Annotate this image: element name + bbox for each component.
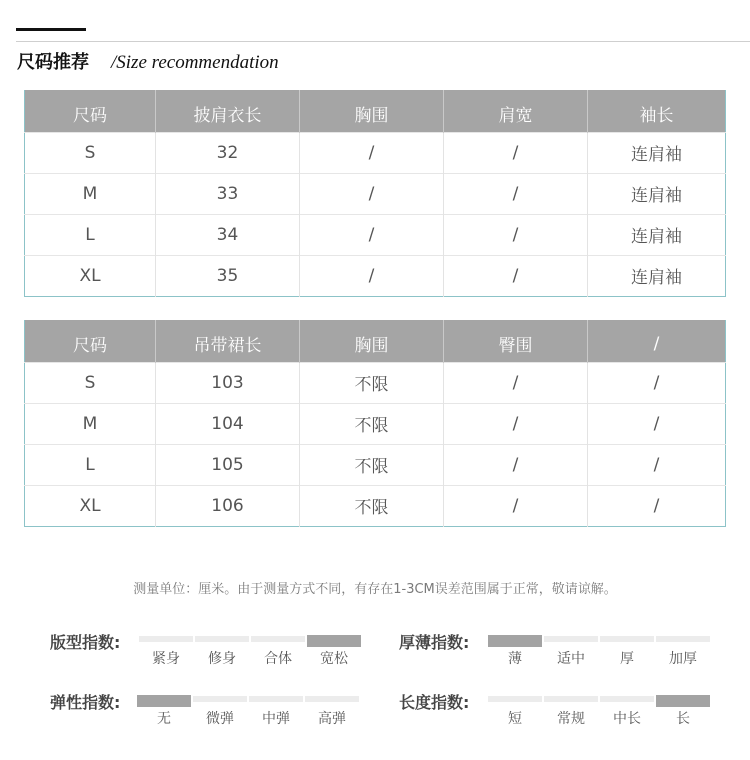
thickness-scale-option: 适中 (557, 651, 585, 667)
table-row (25, 444, 726, 485)
length-scale-segment (600, 696, 654, 702)
elasticity-scale-segment (305, 696, 359, 702)
table-cell: 33 (156, 173, 300, 214)
table-cell: 104 (156, 403, 300, 444)
table-cell: / (300, 255, 444, 296)
table-cell: / (444, 173, 588, 214)
size-table-top (24, 90, 726, 297)
table-cell: S (25, 132, 156, 173)
table-row (25, 362, 726, 403)
thickness-scale-segment (544, 636, 598, 642)
table-cell: 不限 (300, 403, 444, 444)
fit-scale-option: 宽松 (320, 651, 348, 667)
table-row (25, 173, 726, 214)
table-cell: / (444, 255, 588, 296)
length-scale-segment (544, 696, 598, 702)
table-cell: 32 (156, 132, 300, 173)
fit-scale-segment (139, 636, 193, 642)
length-scale-option: 短 (508, 711, 522, 727)
elasticity-scale-option: 无 (157, 711, 171, 727)
column-header: 披肩衣长 (156, 90, 300, 132)
elasticity-index-label: 弹性指数: (50, 693, 121, 712)
table-cell: / (300, 214, 444, 255)
table-row (25, 485, 726, 526)
thickness-scale-segment (656, 636, 710, 642)
fit-scale-segment (251, 636, 305, 642)
length-scale-segment (656, 695, 710, 707)
table-cell: / (444, 403, 588, 444)
table-cell: / (444, 362, 588, 403)
measurement-note: 测量单位：厘米。由于测量方式不同，有存在1-3CM误差范围属于正常，敬请谅解。 (133, 582, 617, 597)
column-header: 袖长 (588, 90, 726, 132)
column-header: 臀围 (444, 320, 588, 362)
column-header: 吊带裙长 (156, 320, 300, 362)
section-heading (17, 48, 279, 74)
table-cell: L (25, 444, 156, 485)
thickness-scale-segment (488, 635, 542, 647)
table-row (25, 255, 726, 296)
table-cell: 34 (156, 214, 300, 255)
thickness-index-label: 厚薄指数: (399, 633, 470, 652)
elasticity-scale-segment (193, 696, 247, 702)
table-cell: 105 (156, 444, 300, 485)
table-cell: / (444, 214, 588, 255)
length-scale-segment (488, 696, 542, 702)
table-cell: 不限 (300, 362, 444, 403)
table-header-row (25, 90, 726, 132)
table-cell: L (25, 214, 156, 255)
table-cell: 不限 (300, 444, 444, 485)
table-cell: S (25, 362, 156, 403)
fit-scale-segment (195, 636, 249, 642)
length-scale-option: 常规 (557, 711, 585, 727)
table-cell: 35 (156, 255, 300, 296)
fit-index-label: 版型指数: (50, 633, 121, 652)
table-cell: / (444, 444, 588, 485)
table-cell: 106 (156, 485, 300, 526)
heading-divider (16, 41, 750, 42)
length-scale-option: 长 (676, 711, 690, 727)
elasticity-scale-option: 中弹 (262, 711, 290, 727)
fit-scale-option: 修身 (208, 651, 236, 667)
table-cell: / (444, 132, 588, 173)
column-header: 胸围 (300, 320, 444, 362)
table-row (25, 403, 726, 444)
table-cell: / (588, 485, 726, 526)
table-cell: / (588, 362, 726, 403)
thickness-scale-option: 薄 (508, 651, 522, 667)
table-row (25, 132, 726, 173)
table-header-row (25, 320, 726, 362)
table-cell: / (588, 444, 726, 485)
column-header: / (588, 320, 726, 362)
column-header: 胸围 (300, 90, 444, 132)
column-header: 肩宽 (444, 90, 588, 132)
table-cell: / (588, 403, 726, 444)
elasticity-scale-option: 高弹 (318, 711, 346, 727)
table-cell: 连肩袖 (588, 132, 726, 173)
table-cell: / (300, 132, 444, 173)
table-cell: / (444, 485, 588, 526)
table-cell: M (25, 403, 156, 444)
heading-accent-bar (16, 28, 86, 31)
fit-scale-option: 紧身 (152, 651, 180, 667)
elasticity-scale-segment (249, 696, 303, 702)
heading-title-cn: 尺码推荐 (17, 52, 89, 73)
column-header: 尺码 (25, 90, 156, 132)
elasticity-scale-segment (137, 695, 191, 707)
table-cell: 103 (156, 362, 300, 403)
column-header: 尺码 (25, 320, 156, 362)
table-cell: XL (25, 485, 156, 526)
fit-scale-segment (307, 635, 361, 647)
table-cell: M (25, 173, 156, 214)
heading-title-en: /Size recommendation (111, 52, 279, 73)
thickness-scale-segment (600, 636, 654, 642)
thickness-scale-option: 加厚 (669, 651, 697, 667)
table-cell: 连肩袖 (588, 214, 726, 255)
thickness-scale-option: 厚 (620, 651, 634, 667)
table-cell: 连肩袖 (588, 255, 726, 296)
length-scale-option: 中长 (613, 711, 641, 727)
table-row (25, 214, 726, 255)
table-cell: 不限 (300, 485, 444, 526)
table-cell: / (300, 173, 444, 214)
elasticity-scale-option: 微弹 (206, 711, 234, 727)
table-cell: 连肩袖 (588, 173, 726, 214)
size-table-bottom (24, 320, 726, 527)
length-index-label: 长度指数: (399, 693, 470, 712)
fit-scale-option: 合体 (264, 651, 292, 667)
table-cell: XL (25, 255, 156, 296)
